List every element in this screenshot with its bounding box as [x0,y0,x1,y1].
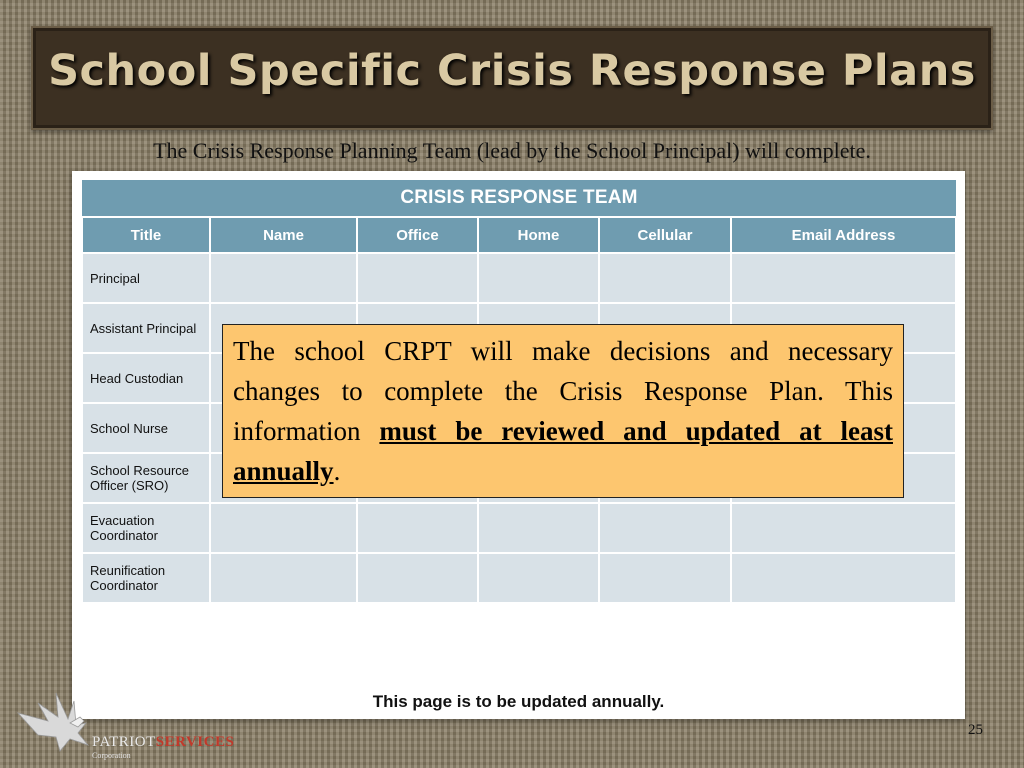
table-row [82,503,956,553]
row-title: Evacuation Coordinator [82,503,210,553]
callout-period: . [333,456,341,486]
table-header-row [82,217,956,253]
column-header: Title [82,217,210,253]
row-title: School Resource Officer (SRO) [82,453,210,503]
callout-text: The school CRPT will make decisions and necessary changes to complete the Crisis Response Plan. This information [233,336,893,446]
email-cell [731,253,956,303]
callout-emphasis: must be reviewed and updated at least annually [233,416,893,486]
email-cell [731,503,956,553]
home-cell [478,553,599,603]
cellular-cell [599,253,731,303]
page-number: 25 [968,722,983,738]
name-cell [210,503,357,553]
slide-subtitle: The Crisis Response Planning Team (lead by the School Principal) will complete. [153,138,871,163]
company-logo-text [92,734,234,751]
name-cell [210,253,357,303]
cellular-cell [599,503,731,553]
office-cell [357,503,478,553]
title-bar [31,26,993,130]
office-cell [357,553,478,603]
column-header: Office [357,217,478,253]
table-banner: CRISIS RESPONSE TEAM [82,180,956,217]
logo-corporation: Corporation [92,751,131,760]
row-title: Reunification Coordinator [82,553,210,603]
logo-word2: SERVICES [155,734,235,750]
home-cell [478,253,599,303]
column-header: Cellular [599,217,731,253]
slide-title: School Specific Crisis Response Plans [48,46,976,96]
update-note: This page is to be updated annually. [372,692,665,711]
name-cell [210,553,357,603]
office-cell [357,253,478,303]
row-title: Head Custodian [82,353,210,403]
email-cell [731,553,956,603]
column-header: Name [210,217,357,253]
home-cell [478,503,599,553]
table-row [82,553,956,603]
row-title: Principal [82,253,210,303]
logo-word1: PATRIOT [92,734,156,750]
column-header: Email Address [731,217,956,253]
row-title: School Nurse [82,403,210,453]
eagle-icon [8,683,268,763]
cellular-cell [599,553,731,603]
row-title: Assistant Principal [82,303,210,353]
column-header: Home [478,217,599,253]
table-row [82,253,956,303]
callout-box [222,324,904,498]
